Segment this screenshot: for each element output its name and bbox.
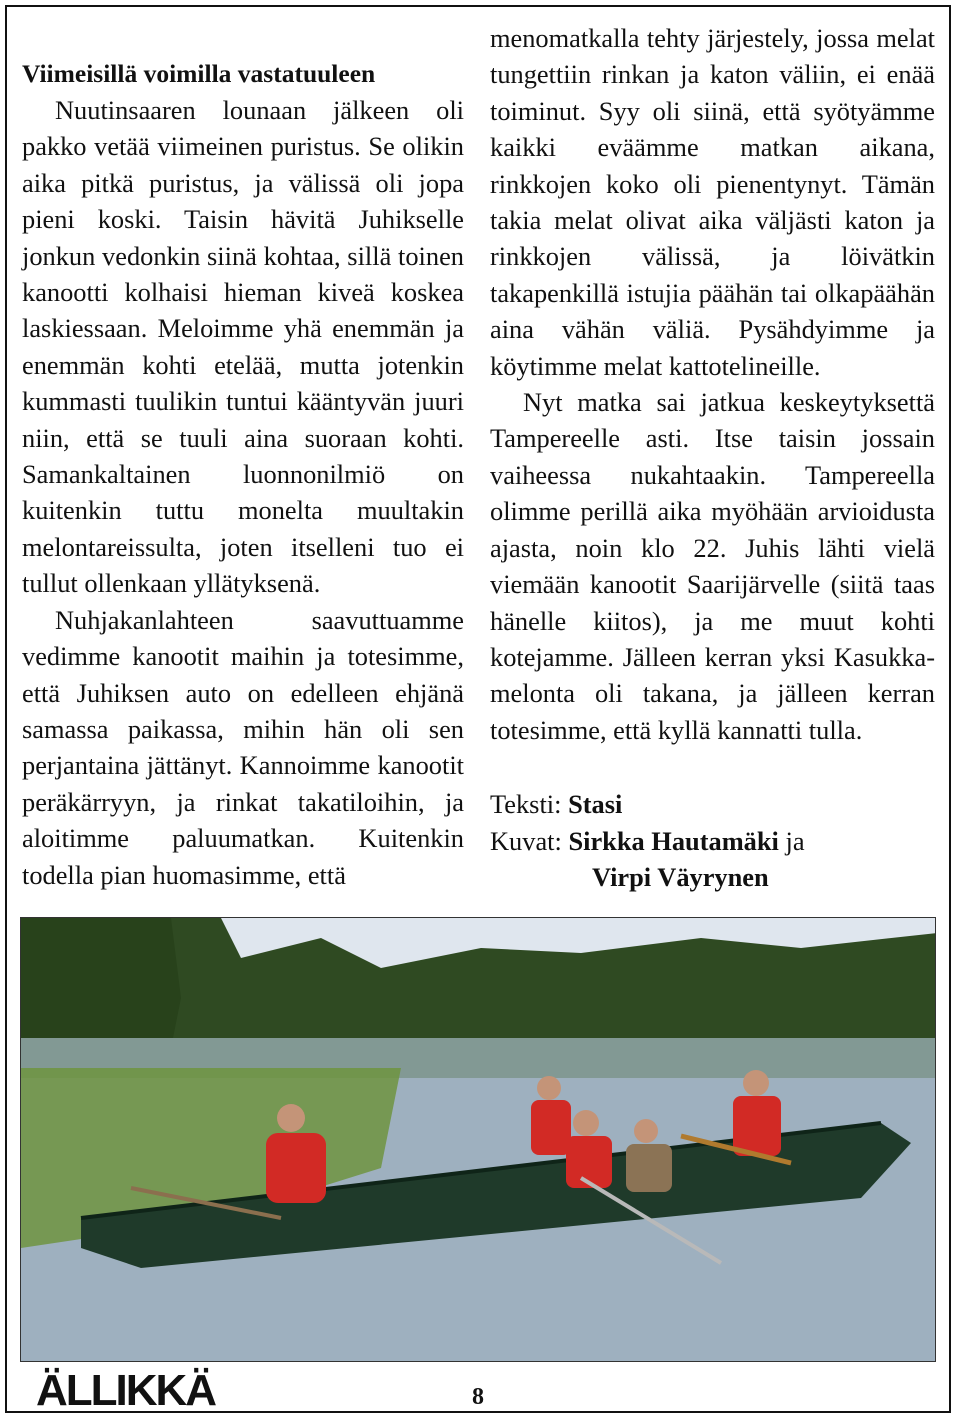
photo-paddler-1-head	[277, 1104, 305, 1132]
credit-joiner: ja	[785, 825, 805, 856]
credit-text-author: Stasi	[568, 789, 623, 820]
credit-photos-line	[490, 823, 935, 859]
photo-paddler-2-body	[531, 1100, 571, 1155]
right-column	[490, 20, 935, 895]
photo-paddler-1-body	[266, 1133, 326, 1203]
canoe-photo-illustration	[21, 918, 936, 1362]
right-paragraph-1: menomatkalla tehty järjestely, jossa melat tungettiin rinkan ja katon väliin, ei enää toiminut. Syy oli siinä, että syötyämme kaikki eväämme matkan aikana, rinkkojen koko oli pienentynyt. Tämän takia melat olivat aika väljästi katon ja rinkkojen välissä, ja löivätkin takapenkillä istujia päähän tai olkapäähän aina vähän väliä. Pysähdyimme ja köytimme melat kattotelineille.	[490, 23, 935, 381]
credits	[490, 786, 935, 895]
left-column	[22, 56, 464, 893]
photo-paddler-3-body	[566, 1136, 612, 1188]
credit-text-label: Teksti:	[490, 789, 562, 820]
left-paragraph-2: Nuhjakanlahteen saavuttuamme vedimme kanootit maihin ja totesimme, että Juhiksen auto on edelleen ehjänä samassa paikassa, mihin hän oli sen perjantaina jättänyt. Kannoimme kanootit peräkärryyn, ja rinkat takatiloihin, ja aloitimme paluumatkan. Kuitenkin todella pian huomasimme, että	[22, 604, 464, 890]
right-paragraph-2: Nyt matka sai jatkua keskeytyksettä Tampereelle asti. Itse taisin jossain vaiheessa nukahtaakin. Tampereella olimme perillä aika myöhään arvioidusta ajasta, noin klo 22. Juhis lähti vielä viemään kanootit Saarijärvelle (siitä taas hänelle kiitos), ja me muut kohti kotejamme. Jälleen kerran yksi Kasukka-melonta oli takana, ja jälleen kerran totesimme, että kyllä kannatti tulla.	[490, 387, 935, 745]
photo-paddler-5-head	[743, 1070, 769, 1096]
photo-paddler-5-body	[733, 1096, 781, 1156]
magazine-logo: ÄLLIKKÄ	[36, 1366, 216, 1415]
article-heading: Viimeisillä voimilla vastatuuleen	[22, 59, 376, 88]
credit-photos-label: Kuvat:	[490, 825, 562, 856]
credit-photo-author-1: Sirkka Hautamäki	[568, 825, 779, 856]
photo-paddler-4-head	[634, 1119, 658, 1143]
left-paragraph-1: Nuutinsaaren lounaan jälkeen oli pakko vetää viimeinen puristus. Se olikin aika pitkä puristus, ja välissä oli jopa pieni koski. Taisin hävitä Juhikselle jonkun vedonkin siinä kohtaa, sillä toinen kanootti kolhaisi hieman kiveä koskea laskiessaan. Meloimme yhä enemmän ja enemmän kohti etelää, mutta jotenkin kummasti tuulikin tuntui kääntyvän juuri niin, että se tuuli aina suoraan kohti. Samankaltainen luonnonilmiö on kuitenkin tuttu monelta muultakin melontareissulta, joten itselleni tuo ei tullut ollenkaan yllätyksenä.	[22, 95, 464, 599]
photo-paddler-4-body	[626, 1144, 672, 1192]
credit-photo-author-2: Virpi Väyrynen	[592, 861, 769, 892]
credit-photos-line-2	[490, 859, 935, 895]
photo-paddler-2-head	[537, 1076, 561, 1100]
photo-paddler-3-head	[573, 1110, 599, 1136]
canoe-photo	[20, 917, 936, 1362]
credit-text-line	[490, 786, 935, 822]
page-number: 8	[472, 1384, 484, 1410]
